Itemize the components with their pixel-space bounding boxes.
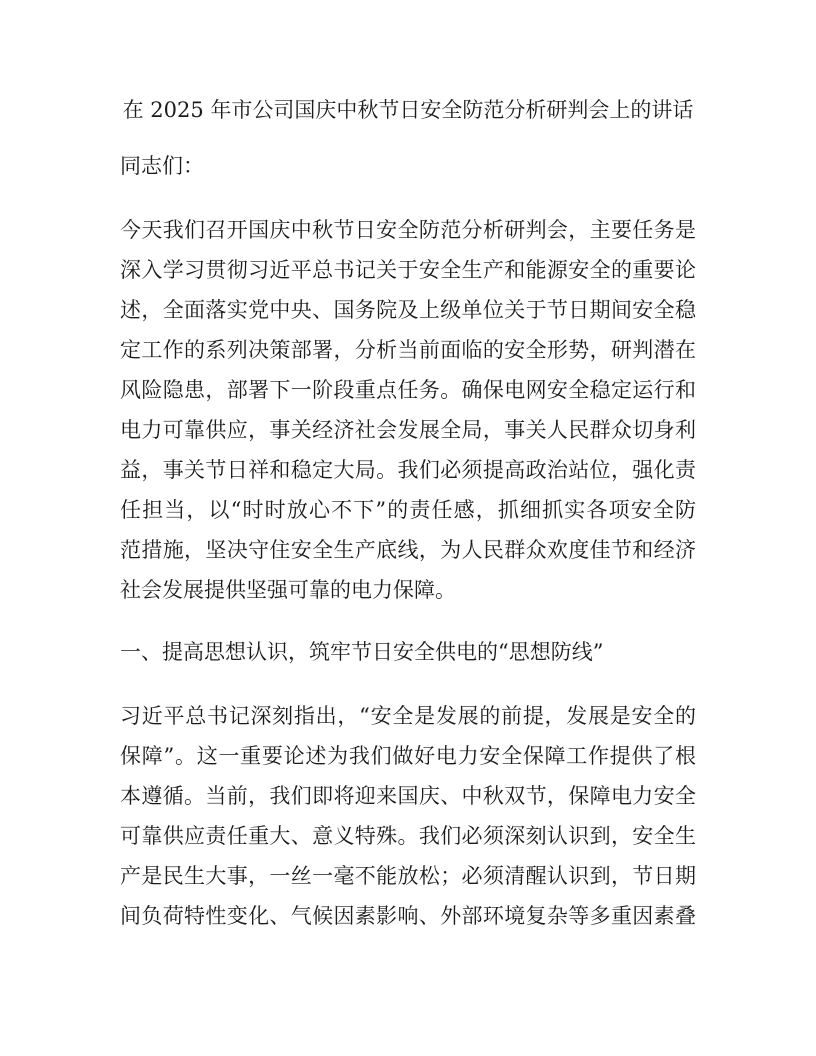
paragraph-line: 保障”。这一重要论述为我们做好电力安全保障工作提供了根 [120,744,696,768]
paragraph-line: 今天我们召开国庆中秋节日安全防范分析研判会，主要任务是 [120,218,696,242]
paragraph-line: 电力可靠供应，事关经济社会发展全局，事关人民群众切身利 [120,418,696,442]
salutation: 同志们： [120,154,204,178]
paragraph-line: 习近平总书记深刻指出，“安全是发展的前提，发展是安全的 [120,704,696,728]
paragraph-line: 任担当，以“时时放心不下”的责任感，抓细抓实各项安全防 [120,498,696,522]
paragraph-line: 产是民生大事，一丝一毫不能放松；必须清醒认识到，节日期 [120,864,696,888]
paragraph-line: 间负荷特性变化、气候因素影响、外部环境复杂等多重因素叠 [120,904,696,928]
paragraph-line: 益，事关节日祥和稳定大局。我们必须提高政治站位，强化责 [120,458,696,482]
paragraph-line: 社会发展提供坚强可靠的电力保障。 [120,578,456,602]
paragraph-line: 本遵循。当前，我们即将迎来国庆、中秋双节，保障电力安全 [120,784,696,808]
document-title: 在 2025 年市公司国庆中秋节日安全防范分析研判会上的讲话 [122,98,694,122]
section-heading: 一、提高思想认识，筑牢节日安全供电的“思想防线” [120,640,604,664]
paragraph-line: 深入学习贯彻习近平总书记关于安全生产和能源安全的重要论 [120,258,696,282]
paragraph-line: 定工作的系列决策部署，分析当前面临的安全形势，研判潜在 [120,338,696,362]
paragraph-line: 述，全面落实党中央、国务院及上级单位关于节日期间安全稳 [120,298,696,322]
paragraph-line: 风险隐患，部署下一阶段重点任务。确保电网安全稳定运行和 [120,378,696,402]
paragraph-line: 可靠供应责任重大、意义特殊。我们必须深刻认识到，安全生 [120,824,696,848]
paragraph-line: 范措施，坚决守住安全生产底线，为人民群众欢度佳节和经济 [120,538,696,562]
